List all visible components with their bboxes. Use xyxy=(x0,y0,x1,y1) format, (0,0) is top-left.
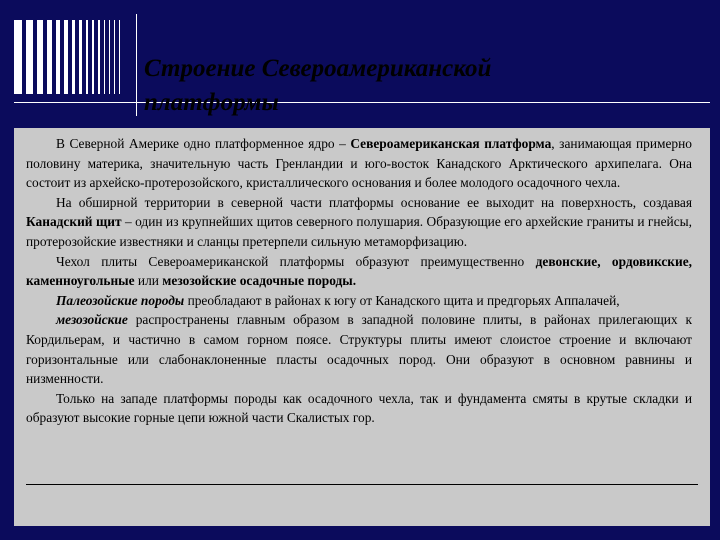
text-segment: – один из крупнейших щитов северного полушария. Образующие его архейские граниты и гнейсы, протерозойские известняки и сланцы претерпели сильную метаморфизацию. xyxy=(26,214,692,249)
paragraph xyxy=(26,310,692,388)
paragraph xyxy=(26,134,692,193)
emphasized-term: мезозойские осадочные породы. xyxy=(162,273,357,289)
vertical-divider xyxy=(136,14,137,116)
slide-title-line-2: платформы xyxy=(144,89,279,116)
emphasized-term: Канадский щит xyxy=(26,214,122,230)
paragraph xyxy=(26,252,692,291)
emphasized-term: Североамериканская платформа xyxy=(350,136,552,151)
text-segment: , занимающая примерно половину материка, значительную часть Гренландии и юго-восток Канадского Арктического архипелага. Она состоит из архейско-протерозойского, кристаллического основания и более молодого осадочного чехла. xyxy=(26,136,692,191)
text-segment: преобладают в районах к югу от Канадского щита и предгорьях Аппалачей, xyxy=(184,292,620,308)
decorative-stripes xyxy=(14,20,144,94)
text-underline xyxy=(26,484,698,485)
paragraph xyxy=(26,389,692,428)
emphasized-term: мезозойские xyxy=(56,312,128,328)
paragraph xyxy=(26,193,692,252)
paragraph xyxy=(26,291,692,311)
text-segment: или xyxy=(134,273,163,289)
emphasized-term: девонские, ордовикские, каменноугольные xyxy=(26,253,692,289)
text-segment: В Северной Америке одно платформенное ядро – xyxy=(56,136,351,151)
text-segment: На обширной территории в северной части платформы основание ее выходит на поверхность, создавая xyxy=(56,194,692,210)
slide-title-line-1: Строение Североамериканской xyxy=(144,55,492,82)
body-text xyxy=(26,134,692,428)
text-segment: распространены главным образом в западной половине плиты, в районах прилегающих к Кордильерам, и частично в самом горном поясе. Структуры плиты имеют слоистое строение и включают горизонтальные или слабонаклоненные пласты осадочных пород. Они образуют в основном равнины и низменности. xyxy=(26,312,692,387)
emphasized-term: Палеозойские породы xyxy=(56,292,185,308)
text-segment: Чехол плиты Североамериканской платформы образуют преимущественно xyxy=(56,253,536,269)
slide-title xyxy=(144,52,704,120)
text-segment: Только на западе платформы породы как осадочного чехла, так и фундамента смяты в крутые складки и образуют высокие горные цепи южной части Скалистых гор. xyxy=(26,390,692,426)
